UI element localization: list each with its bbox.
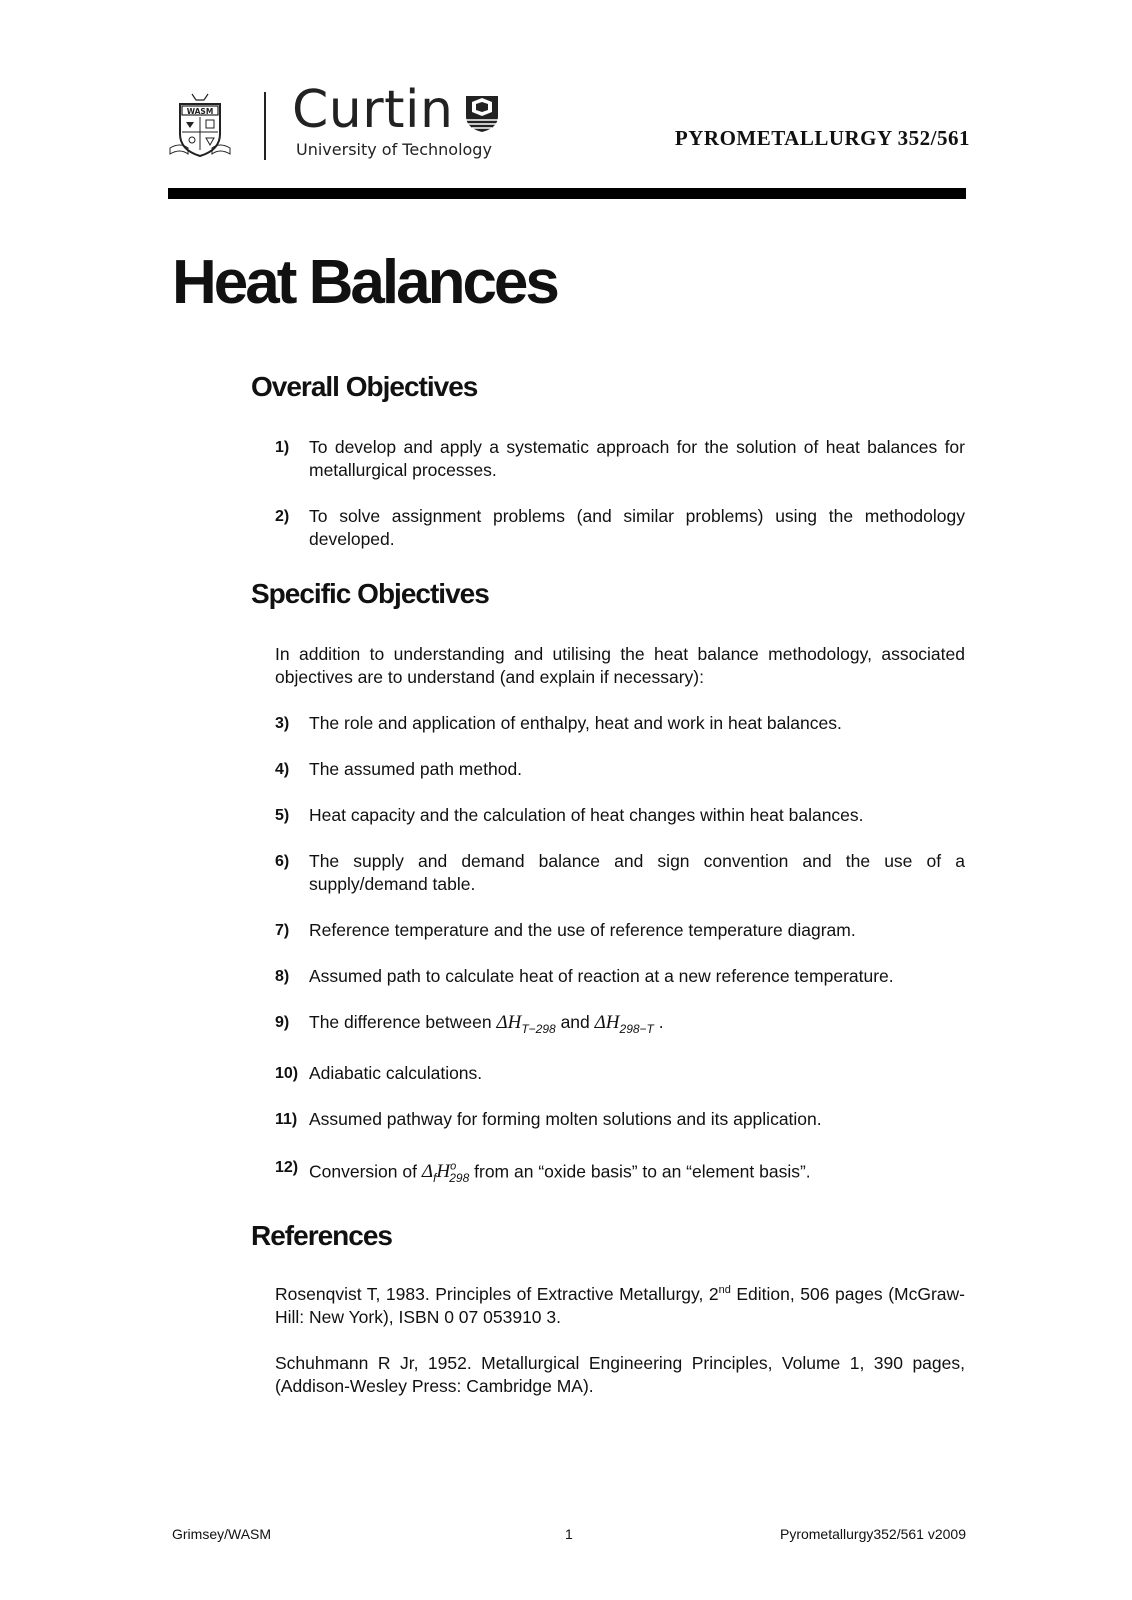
- document-title: Heat Balances: [172, 248, 557, 317]
- reference-item-1: Rosenqvist T, 1983. Principles of Extractive Metallurgy, 2nd Edition, 506 pages (McGraw-Hill: New York), ISBN 0 07 053910 3.: [275, 1284, 965, 1327]
- item-text: The assumed path method.: [309, 759, 523, 779]
- objective-item-8: [275, 965, 965, 988]
- item-text: [309, 1011, 965, 1041]
- objective-item-11: [275, 1108, 965, 1131]
- enthalpy-t-298-math: $\Delta H_{T-298}$: [496, 1012, 556, 1036]
- objective-item-2: [275, 505, 965, 551]
- objective-item-9: [275, 1011, 965, 1041]
- item-number: 4): [275, 761, 290, 778]
- course-code: PYROMETALLURGY 352/561: [674, 126, 970, 150]
- footer-page-number: 1: [565, 1526, 573, 1542]
- objective-item-7: [275, 919, 965, 942]
- header-logos: [168, 79, 512, 163]
- overall-objectives-heading: Overall Objectives: [251, 371, 478, 402]
- objective-item-5: [275, 804, 965, 827]
- wasm-crest-logo: [168, 90, 232, 162]
- objective-item-12: [275, 1156, 965, 1190]
- references-heading: References: [251, 1220, 392, 1251]
- specific-objectives-heading: Specific Objectives: [251, 578, 489, 609]
- item-text: Heat capacity and the calculation of heat changes within heat balances.: [309, 805, 864, 825]
- enthalpy-298-t-math: $\Delta H_{298-T}$: [594, 1012, 654, 1036]
- curtin-wordmark: Curtin: [292, 79, 454, 140]
- logo-divider: [264, 92, 266, 160]
- item-text: Reference temperature and the use of reference temperature diagram.: [309, 920, 856, 940]
- objective-item-1: [275, 436, 965, 482]
- reference-item-2: Schuhmann R Jr, 1952. Metallurgical Engineering Principles, Volume 1, 390 pages, (Addison-Wesley Press: Cambridge MA).: [275, 1353, 965, 1396]
- item-text: The role and application of enthalpy, heat and work in heat balances.: [309, 713, 842, 733]
- item-text: Assumed pathway for forming molten solutions and its application.: [309, 1109, 822, 1129]
- item-text-before: The difference between: [309, 1012, 492, 1032]
- item-number: 11): [275, 1111, 298, 1128]
- item-number: 8): [275, 968, 290, 985]
- objective-item-4: [275, 758, 965, 781]
- item-text-after: from an “oxide basis” to an “element basis”.: [474, 1161, 811, 1182]
- item-text: Adiabatic calculations.: [309, 1063, 483, 1083]
- item-number: 10): [275, 1065, 299, 1082]
- curtin-subtitle: University of Technology: [296, 139, 492, 159]
- objective-item-10: [275, 1062, 965, 1085]
- objective-item-6: [275, 850, 965, 896]
- item-number: 5): [275, 807, 290, 824]
- item-number: 1): [275, 439, 290, 456]
- item-text: [309, 1156, 965, 1190]
- footer-version: Pyrometallurgy352/561 v2009: [779, 1526, 966, 1542]
- item-text: The supply and demand balance and sign convention and the use of a supply/demand table.: [309, 851, 965, 894]
- item-text: Assumed path to calculate heat of reaction at a new reference temperature.: [309, 966, 894, 986]
- header-rule: [168, 188, 966, 199]
- item-number: 12): [275, 1159, 299, 1176]
- item-text-before: Conversion of: [309, 1161, 417, 1182]
- specific-objectives-intro: In addition to understanding and utilising the heat balance methodology, associated objectives are to understand (and explain if necessary):: [275, 644, 965, 687]
- item-text-after: .: [658, 1012, 664, 1032]
- item-number: 2): [275, 508, 290, 525]
- item-number: 7): [275, 922, 290, 939]
- item-text: To develop and apply a systematic approach for the solution of heat balances for metallurgical processes.: [309, 437, 965, 480]
- item-text-mid: and: [560, 1012, 590, 1032]
- footer-author: Grimsey/WASM: [172, 1526, 272, 1542]
- item-number: 3): [275, 715, 290, 732]
- curtin-shield-icon: [462, 92, 502, 134]
- item-number: 6): [275, 853, 290, 870]
- curtin-logo: [292, 79, 512, 162]
- objective-item-3: [275, 712, 965, 735]
- item-number: 9): [275, 1014, 290, 1031]
- wasm-logo-text: WASM: [186, 106, 214, 116]
- formation-enthalpy-math: $\Delta_fH^o_{298}$: [421, 1161, 470, 1186]
- item-text: To solve assignment problems (and similar problems) using the methodology developed.: [309, 506, 965, 549]
